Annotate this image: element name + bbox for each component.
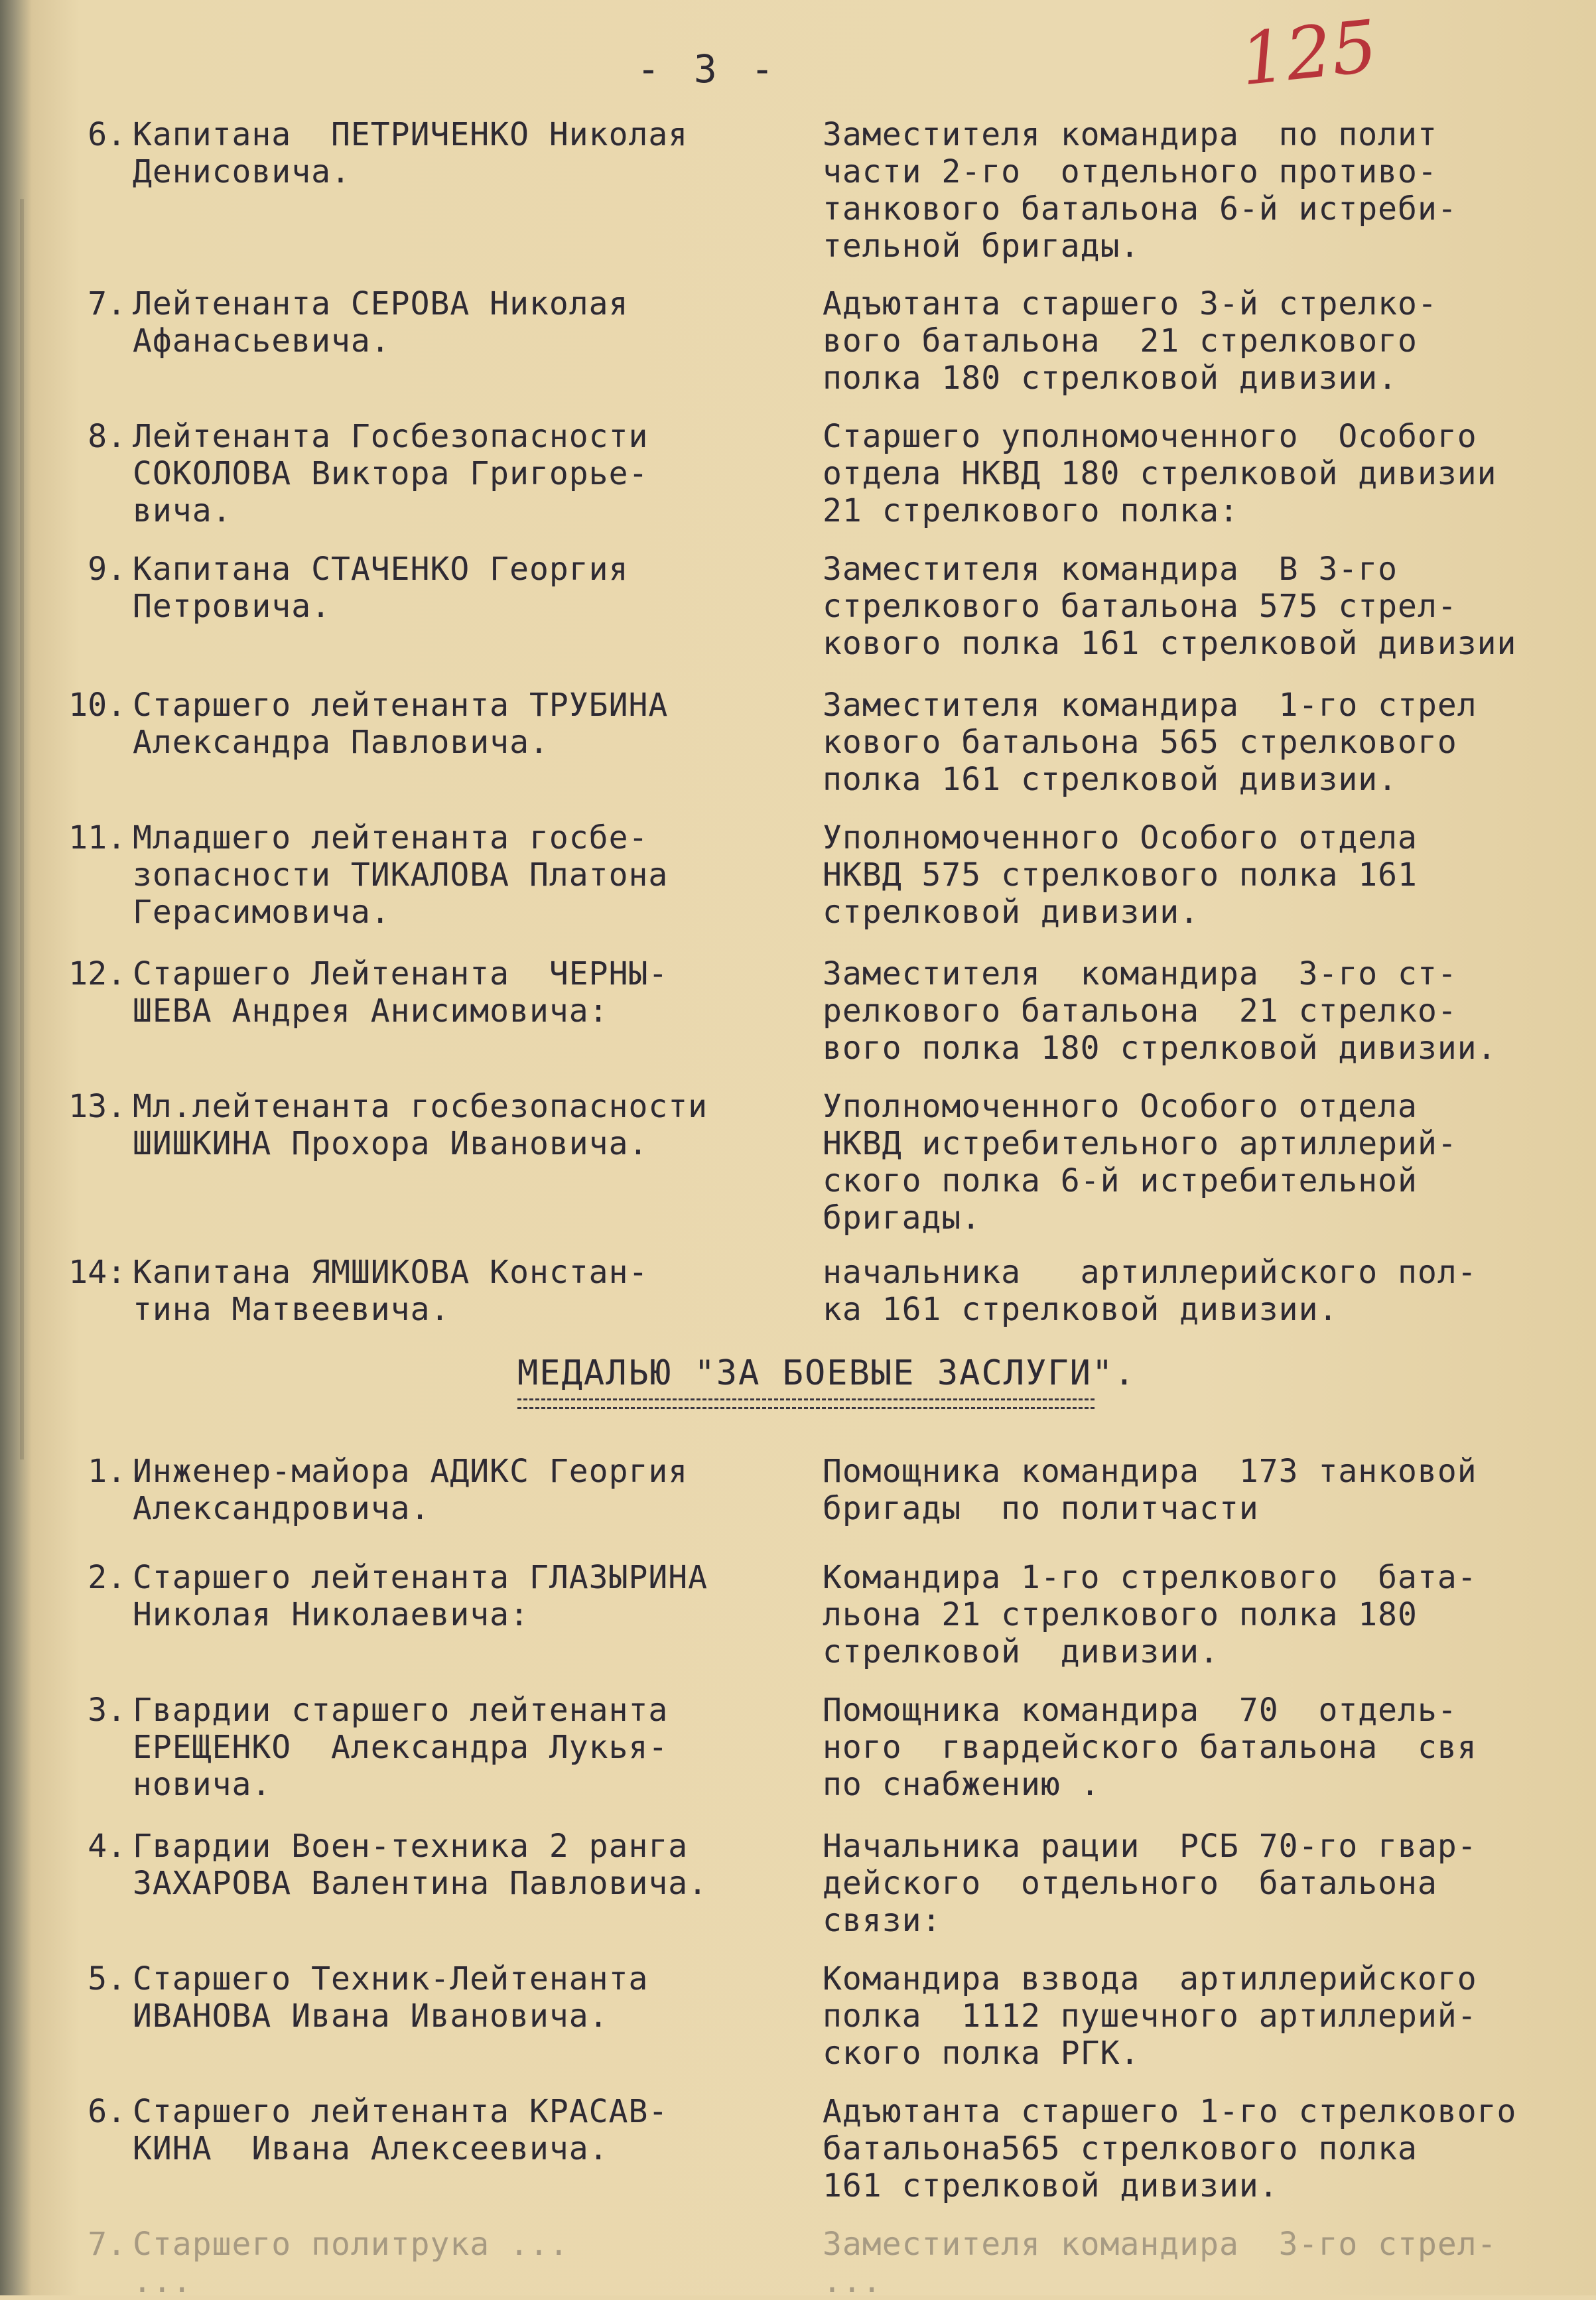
- heading-underline: [517, 1398, 1095, 1409]
- entry-rank-name: Лейтенанта Госбезопасности СОКОЛОВА Виктора Григорье- вича.: [133, 418, 649, 529]
- entry-position: Заместителя командира В 3-го стрелкового батальона 575 стрел- кового полка 161 стрелковой дивизии: [823, 551, 1517, 662]
- entry-position: Помощника командира 173 танковой бригады по политчасти: [823, 1453, 1477, 1527]
- entry-rank-name: Старшего лейтенанта КРАСАВ- КИНА Ивана Алексеевича.: [133, 2093, 669, 2167]
- entry-rank-name: Старшего лейтенанта ТРУБИНА Александра Павловича.: [133, 687, 669, 761]
- entry-position: Адъютанта старшего 3-й стрелко- вого батальона 21 стрелкового полка 180 стрелковой дивизии.: [823, 285, 1437, 397]
- entry-position: Заместителя командира 3-го ст- релкового батальона 21 стрелко- вого полка 180 стрелковой дивизии.: [823, 955, 1497, 1067]
- entry-rank-name: Младшего лейтенанта госбе- зопасности ТИКАЛОВА Платона Герасимовича.: [133, 819, 669, 931]
- entry-position: Командира взвода артиллерийского полка 1112 пушечного артиллерий- ского полка РГК.: [823, 1960, 1477, 2072]
- entry-rank-name: Гвардии старшего лейтенанта ЕРЕЩЕНКО Александра Лукья- новича.: [133, 1692, 669, 1803]
- entry-number: 14:: [68, 1254, 126, 1291]
- entry-number: 1.: [88, 1453, 126, 1490]
- entry-position: Уполномоченного Особого отдела НКВД 575 стрелкового полка 161 стрелковой дивизии.: [823, 819, 1418, 931]
- entry-position: Заместителя командира по полит части 2-го отдельного противо- танкового батальона 6-й истреби- тельной бригады.: [823, 116, 1457, 265]
- entry-number: 6.: [88, 2093, 126, 2130]
- entry-number: 12.: [68, 955, 126, 992]
- entry-rank-name: Гвардии Воен-техника 2 ранга ЗАХАРОВА Валентина Павловича.: [133, 1828, 708, 1902]
- handwritten-stamp-number: 125: [1236, 5, 1382, 102]
- entry-position: Адъютанта старшего 1-го стрелкового батальона565 стрелкового полка 161 стрелковой дивизии.: [823, 2093, 1517, 2204]
- entry-position: Заместителя командира 3-го стрел- ...: [823, 2226, 1497, 2300]
- entry-number: 7.: [88, 2226, 126, 2263]
- entry-rank-name: Капитана СТАЧЕНКО Георгия Петровича.: [133, 551, 629, 625]
- entry-position: Старшего уполномоченного Особого отдела НКВД 180 стрелковой дивизии 21 стрелкового полка:: [823, 418, 1497, 529]
- entry-position: Командира 1-го стрелкового бата- льона 21 стрелкового полка 180 стрелковой дивизии.: [823, 1559, 1477, 1670]
- entry-position: Помощника командира 70 отдель- ного гвардейского батальона свя по снабжению .: [823, 1692, 1477, 1803]
- entry-rank-name: Капитана ПЕТРИЧЕНКО Николая Денисовича.: [133, 116, 689, 190]
- entry-number: 13.: [68, 1088, 126, 1125]
- entry-rank-name: Капитана ЯМШИКОВА Констан- тина Матвеевича.: [133, 1254, 649, 1328]
- entry-number: 10.: [68, 687, 126, 724]
- entry-rank-name: Старшего Лейтенанта ЧЕРНЫ- ШЕВА Андрея Анисимовича:: [133, 955, 669, 1030]
- entry-rank-name: Лейтенанта СЕРОВА Николая Афанасьевича.: [133, 285, 629, 360]
- entry-rank-name: Старшего политрука ... ...: [133, 2226, 569, 2300]
- entry-position: начальника артиллерийского пол- ка 161 стрелковой дивизии.: [823, 1254, 1477, 1328]
- entry-number: 8.: [88, 418, 126, 455]
- entry-rank-name: Мл.лейтенанта госбезопасности ШИШКИНА Прохора Ивановича.: [133, 1088, 708, 1162]
- entry-position: Начальника рации РСБ 70-го гвар- дейского отдельного батальона связи:: [823, 1828, 1477, 1939]
- entry-number: 9.: [88, 551, 126, 588]
- entry-position: Уполномоченного Особого отдела НКВД истребительного артиллерий- ского полка 6-й истребительной бригады.: [823, 1088, 1457, 1237]
- entry-number: 2.: [88, 1559, 126, 1596]
- entry-number: 6.: [88, 116, 126, 153]
- entry-number: 11.: [68, 819, 126, 856]
- entry-number: 4.: [88, 1828, 126, 1865]
- entry-number: 3.: [88, 1692, 126, 1729]
- section-heading: МЕДАЛЬЮ "ЗА БОЕВЫЕ ЗАСЛУГИ".: [517, 1353, 1136, 1393]
- entry-rank-name: Старшего Техник-Лейтенанта ИВАНОВА Ивана Ивановича.: [133, 1960, 649, 2035]
- page-number: - 3 -: [637, 46, 779, 92]
- entry-position: Заместителя командира 1-го стрел кового батальона 565 стрелкового полка 161 стрелковой дивизии.: [823, 687, 1477, 798]
- entry-number: 5.: [88, 1960, 126, 1997]
- entry-rank-name: Инженер-майора АДИКС Георгия Александровича.: [133, 1453, 689, 1527]
- entry-rank-name: Старшего лейтенанта ГЛАЗЫРИНА Николая Николаевича:: [133, 1559, 708, 1633]
- entry-number: 7.: [88, 285, 126, 322]
